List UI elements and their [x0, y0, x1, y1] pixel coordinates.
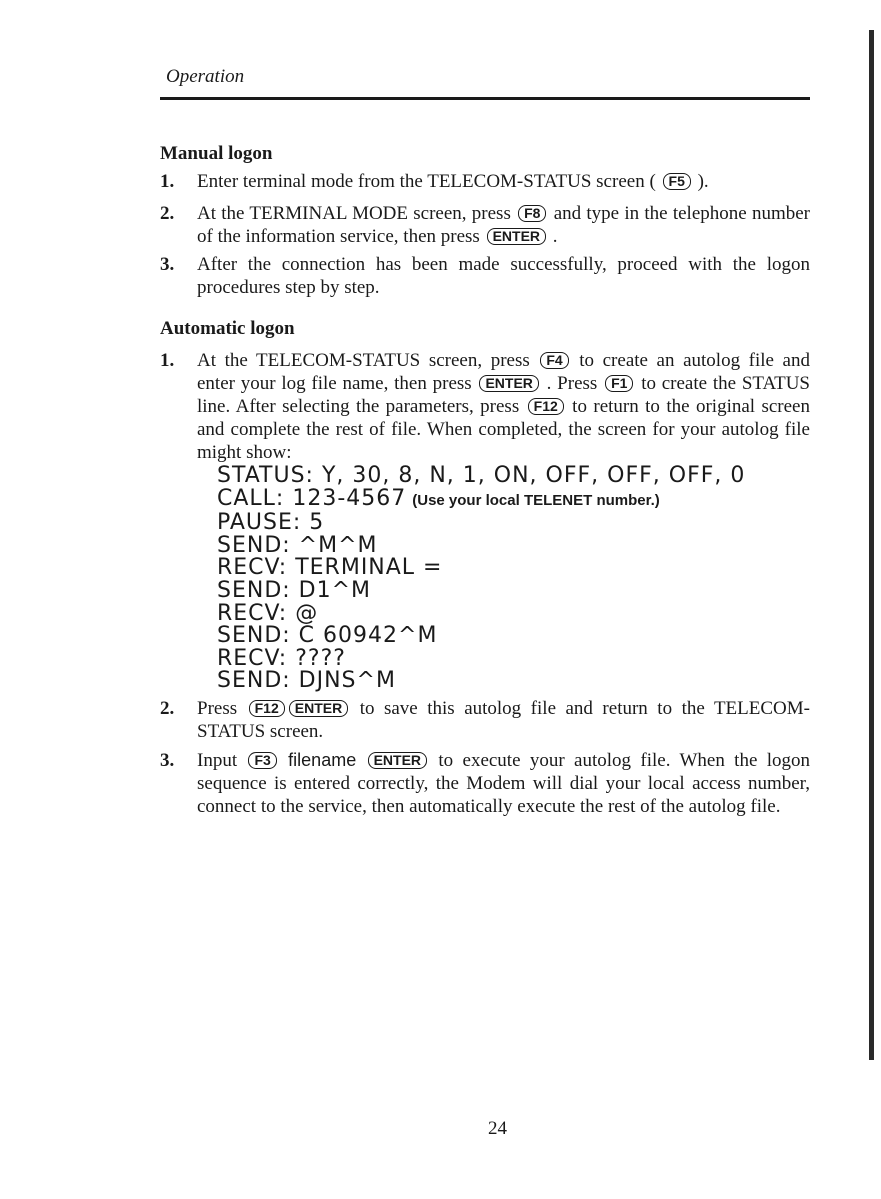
enter-key: ENTER	[487, 228, 546, 245]
f1-key: F1	[605, 375, 633, 392]
manual-logon-title: Manual logon	[160, 143, 273, 164]
step-number: 3.	[160, 254, 175, 275]
page-number: 24	[488, 1118, 507, 1139]
step-number: 2.	[160, 203, 175, 224]
telenet-note: (Use your local TELENET number.)	[412, 491, 660, 509]
manual-step-3: 3. After the connection has been made successfully, proceed with the logon procedures step by step.	[160, 254, 810, 298]
automatic-step-1: 1. At the TELECOM-STATUS screen, press F4 to create an autolog file and enter your log file name, then press ENTER . Press F1 to create the STATUS line. After selecting the parameters, press F12 to return to the original screen and complete the rest of file. When completed, the screen for your autolog file might show:	[160, 350, 810, 463]
header-rule	[160, 97, 810, 100]
autolog-file-listing	[217, 465, 745, 693]
automatic-step-2: 2. Press F12 ENTER to save this autolog file and return to the TELECOM-STATUS screen.	[160, 698, 810, 742]
code-line: SEND: D1^M	[217, 577, 372, 603]
code-line: PAUSE: 5	[217, 510, 325, 536]
automatic-logon-title: Automatic logon	[160, 318, 295, 339]
enter-key: ENTER	[368, 752, 427, 769]
filename-placeholder: filename	[288, 750, 357, 770]
f8-key: F8	[518, 205, 546, 222]
f12-key: F12	[528, 398, 564, 415]
f4-key: F4	[540, 352, 568, 369]
code-line: RECV: TERMINAL =	[217, 555, 443, 581]
code-line: SEND: C 60942^M	[217, 623, 438, 649]
step-number: 2.	[160, 698, 175, 719]
f5-key: F5	[663, 173, 691, 190]
scan-edge-bar	[869, 30, 874, 1060]
code-line: SEND: ^M^M	[217, 532, 378, 558]
code-line: RECV: @	[217, 600, 319, 626]
code-line-call: CALL: 123-4567 (Use your local TELENET number.)	[217, 485, 660, 511]
manual-step-2: 2. At the TERMINAL MODE screen, press F8 and type in the telephone number of the information service, then press ENTER .	[160, 203, 810, 247]
code-line: SEND: DJNS^M	[217, 668, 396, 694]
enter-key: ENTER	[289, 700, 348, 717]
page-header: Operation	[166, 66, 245, 87]
code-line: RECV: ????	[217, 645, 346, 671]
f12-key: F12	[249, 700, 285, 717]
enter-key: ENTER	[479, 375, 538, 392]
automatic-step-3: 3. Input F3 filename ENTER to execute your autolog file. When the logon sequence is entered correctly, the Modem will dial your local access number, connect to the service, then automatically execute the rest of the autolog file.	[160, 750, 811, 817]
step-number: 3.	[160, 750, 175, 771]
step-number: 1.	[160, 350, 175, 371]
f3-key: F3	[248, 752, 276, 769]
code-line: STATUS: Y, 30, 8, N, 1, ON, OFF, OFF, OFF, 0	[217, 463, 746, 488]
step-number: 1.	[160, 171, 175, 192]
manual-step-1: 1. Enter terminal mode from the TELECOM-STATUS screen ( F5 ).	[160, 171, 709, 192]
